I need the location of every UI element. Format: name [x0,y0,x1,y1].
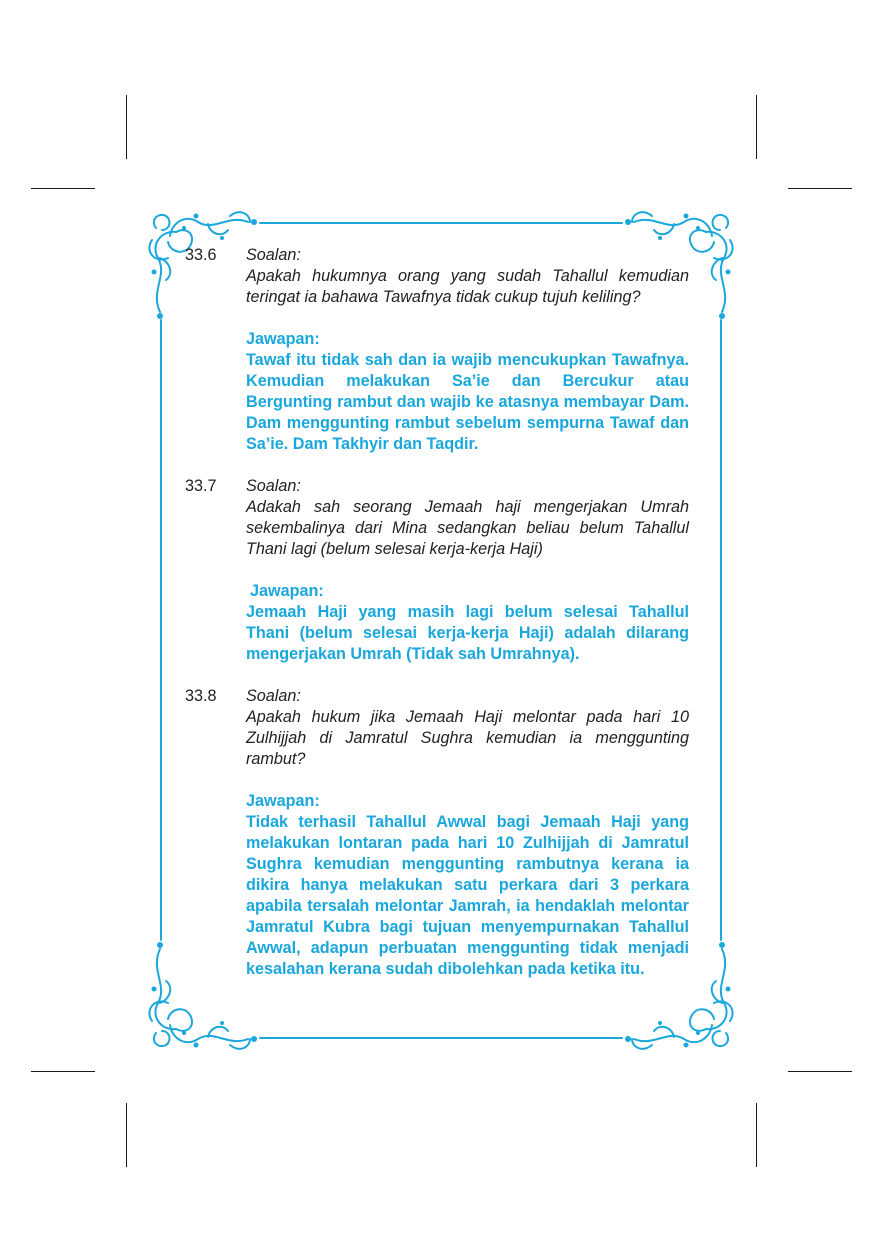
qa-item [185,686,689,980]
question-text: Adakah sah seorang Jemaah haji mengerjakan Umrah sekembalinya dari Mina sedangkan beliau belum Tahallul Thani lagi (belum selesai kerja-kerja Haji) [246,498,689,558]
qa-item [185,245,689,455]
item-number: 33.8 [185,687,217,705]
answer-text: Tidak terhasil Tahallul Awwal bagi Jemaah Haji yang melakukan lontaran pada hari 10 Zulhijjah di Jamratul Sughra kemudian menggunting rambutnya kerana ia dikira hanya melakukan satu perkara dari 3 perkara apabila tersalah melontar Jamrah, ia hendaklah melontar Jamratul Kubra bagi tujuan menyempurnakan Tahallul Awwal, adapun perbuatan menggunting tidak menjadi kesalahan kerana sudah dibolehkan pada ketika itu. [246,813,689,978]
question-label: Soalan: [246,477,301,495]
answer-label: Jawapan: [246,792,320,810]
question-label: Soalan: [246,687,301,705]
question-label: Soalan: [246,246,301,264]
qa-item [185,476,689,665]
question-text: Apakah hukum jika Jemaah Haji melontar pada hari 10 Zulhijjah di Jamratul Sughra kemudian ia menggunting rambut? [246,708,689,768]
qa-content [185,245,689,1001]
answer-label: Jawapan: [246,330,320,348]
answer-text: Jemaah Haji yang masih lagi belum selesai Tahallul Thani (belum selesai kerja-kerja Haji) adalah dilarang mengerjakan Umrah (Tidak sah Umrahnya). [246,603,689,663]
item-number: 33.7 [185,477,217,495]
question-text: Apakah hukumnya orang yang sudah Tahallul kemudian teringat ia bahawa Tawafnya tidak cukup tujuh keliling? [246,267,689,306]
answer-text: Tawaf itu tidak sah dan ia wajib mencukupkan Tawafnya. Kemudian melakukan Sa’ie dan Bercukur atau Bergunting rambut dan wajib ke atasnya membayar Dam. Dam menggunting rambut sebelum sempurna Tawaf dan Sa’ie. Dam Takhyir dan Taqdir. [246,351,689,453]
item-number: 33.6 [185,246,217,264]
answer-label: Jawapan: [250,582,324,600]
